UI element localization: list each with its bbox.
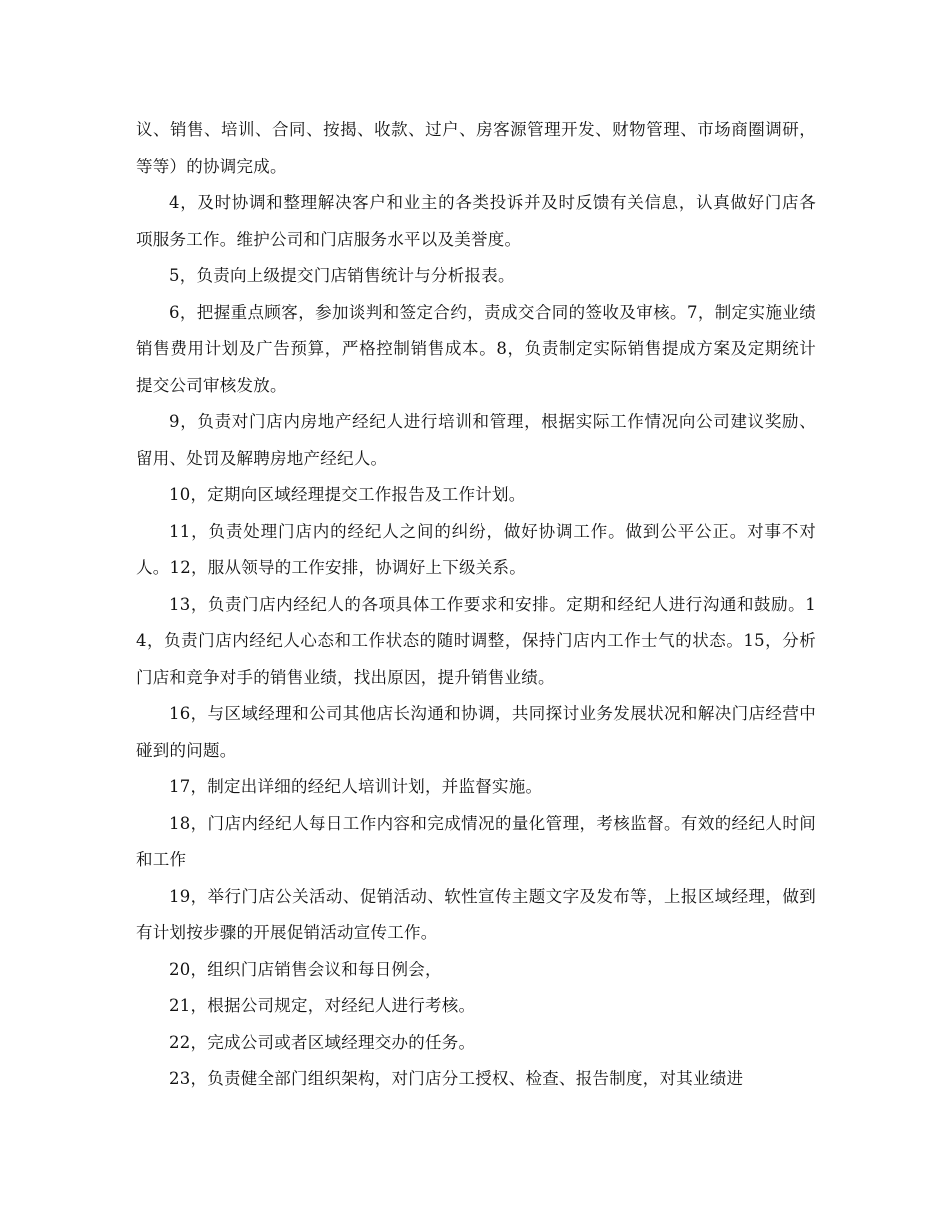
paragraph-item-6: 6，把握重点顾客，参加谈判和签定合约，责成交合同的签收及审核。7，制定实施业绩销售费用计划及广告预算，严格控制销售成本。8，负责制定实际销售提成方案及定期统计提交公司审核发放。	[136, 302, 816, 395]
paragraph-item-9: 9，负责对门店内房地产经纪人进行培训和管理，根据实际工作情况向公司建议奖励、留用、处罚及解聘房地产经纪人。	[136, 412, 816, 468]
paragraph-item-22: 22，完成公司或者区域经理交办的任务。	[169, 1032, 476, 1052]
paragraph-item-23: 23，负责健全部门组织架构，对门店分工授权、检查、报告制度，对其业绩进	[169, 1069, 744, 1088]
paragraph-item-17: 17，制定出详细的经纪人培训计划，并监督实施。	[169, 777, 543, 796]
paragraph-item-11: 11，负责处理门店内的经纪人之间的纠纷，做好协调工作。做到公平公正。对事不对人。12，服从领导的工作安排，协调好上下级关系。	[136, 521, 816, 577]
paragraph-continuation: 议、销售、培训、合同、按揭、收款、过户、房客源管理开发、财物管理、市场商圈调研，等等）的协调完成。	[136, 120, 816, 176]
paragraph-item-18: 18，门店内经纪人每日工作内容和完成情况的量化管理，考核监督。有效的经纪人时间和工作	[136, 813, 816, 869]
paragraph-item-21: 21，根据公司规定，对经纪人进行考核。	[169, 996, 476, 1015]
document-body	[136, 112, 816, 1098]
paragraph-item-5: 5，负责向上级提交门店销售统计与分析报表。	[169, 266, 515, 285]
paragraph-item-16: 16，与区域经理和公司其他店长沟通和协调，共同探讨业务发展状况和解决门店经营中碰到的问题。	[136, 704, 816, 760]
paragraph-item-19: 19，举行门店公关活动、促销活动、软性宣传主题文字及发布等，上报区域经理，做到有计划按步骤的开展促销活动宣传工作。	[136, 886, 816, 942]
paragraph-item-10: 10，定期向区域经理提交工作报告及工作计划。	[169, 485, 526, 504]
paragraph-item-4: 4，及时协调和整理解决客户和业主的各类投诉并及时反馈有关信息，认真做好门店各项服务工作。维护公司和门店服务水平以及美誉度。	[136, 193, 816, 249]
paragraph-item-13: 13，负责门店内经纪人的各项具体工作要求和安排。定期和经纪人进行沟通和鼓励。14，负责门店内经纪人心态和工作状态的随时调整，保持门店内工作士气的状态。15，分析门店和竞争对手的销售业绩，找出原因，提升销售业绩。	[136, 594, 816, 687]
paragraph-item-20: 20，组织门店销售会议和每日例会，	[169, 959, 442, 979]
